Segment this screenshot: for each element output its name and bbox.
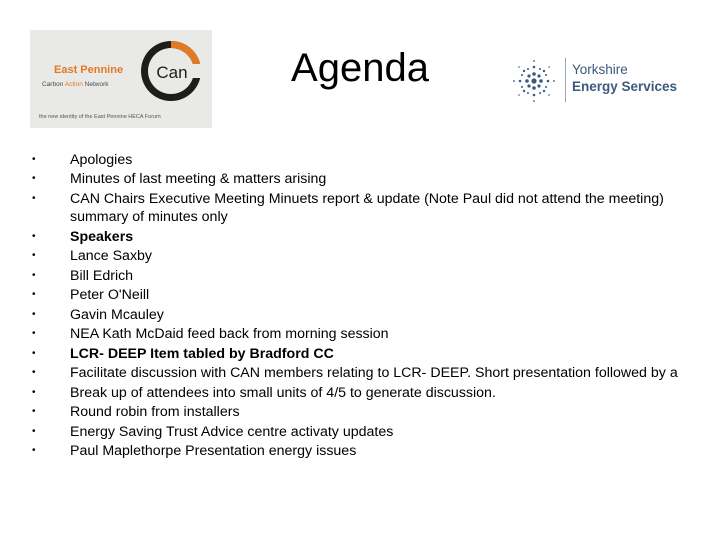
bullet-icon: •	[32, 386, 36, 398]
agenda-item-text: Round robin from installers	[70, 404, 240, 421]
agenda-item	[22, 364, 692, 382]
agenda-item-text: Minutes of last meeting & matters arising	[70, 171, 327, 188]
agenda-item-text: Facilitate discussion with CAN members relating to LCR- DEEP. Short presentation followed by a	[70, 365, 678, 382]
bullet-icon: •	[32, 192, 36, 204]
agenda-item-text: Paul Maplethorpe Presentation energy issues	[70, 443, 357, 460]
agenda-item	[22, 442, 692, 460]
agenda-item-text: Break up of attendees into small units of 4/5 to generate discussion.	[70, 384, 496, 401]
agenda-item-text: NEA Kath McDaid feed back from morning session	[70, 326, 389, 343]
agenda-item	[22, 403, 692, 421]
logo-subtitle-part3: Network	[82, 81, 109, 88]
agenda-item	[22, 384, 692, 402]
agenda-item-text: Gavin Mcauley	[70, 306, 164, 323]
agenda-item-text: Peter O'Neill	[70, 287, 150, 304]
page-title: Agenda	[291, 46, 429, 90]
agenda-item-text: Lance Saxby	[70, 248, 153, 265]
agenda-item	[22, 345, 692, 363]
agenda-item	[22, 286, 692, 304]
bullet-icon: •	[32, 230, 36, 242]
agenda-item	[22, 325, 692, 343]
agenda-item-text: Apologies	[70, 152, 133, 168]
east-pennine-can-logo	[30, 30, 212, 128]
bullet-icon: •	[32, 445, 36, 457]
agenda-list	[22, 151, 692, 462]
logo-energy-services-text: Energy Services	[572, 79, 678, 94]
bullet-icon: •	[32, 173, 36, 185]
yorkshire-energy-services-logo	[510, 56, 690, 108]
bullet-icon: •	[32, 328, 36, 340]
agenda-item	[22, 228, 692, 246]
bullet-icon: •	[32, 308, 36, 320]
bullet-icon: •	[32, 250, 36, 262]
agenda-item	[22, 170, 692, 188]
energy-sunburst-icon	[510, 58, 558, 104]
bullet-icon: •	[32, 425, 36, 437]
logo-org-subtitle	[42, 81, 109, 88]
agenda-item	[22, 423, 692, 441]
agenda-item-text: CAN Chairs Executive Meeting Minuets report & update (Note Paul did not attend the meeting) summary of minutes only	[70, 190, 664, 226]
can-badge-icon	[138, 38, 204, 104]
can-badge-text: Can	[156, 63, 188, 82]
agenda-item	[22, 190, 692, 227]
bullet-icon: •	[32, 347, 36, 359]
bullet-icon: •	[32, 367, 36, 379]
bullet-icon: •	[32, 269, 36, 281]
agenda-item	[22, 306, 692, 324]
bullet-icon: •	[32, 154, 36, 165]
logo-tagline: the new identity of the East Pennine HECA Forum	[39, 114, 161, 120]
logo-subtitle-part2: Action	[64, 81, 83, 88]
logo-org-name: East Pennine	[54, 64, 124, 76]
logo-yorkshire-text: Yorkshire	[572, 62, 628, 77]
agenda-item-text: Speakers	[70, 228, 134, 245]
agenda-item-text: Bill Edrich	[70, 267, 134, 284]
logo-subtitle-part1: Carbon	[42, 81, 65, 88]
agenda-item	[22, 247, 692, 265]
agenda-item-text: LCR- DEEP Item tabled by Bradford CC	[70, 345, 334, 362]
agenda-item	[22, 151, 692, 169]
bullet-icon: •	[32, 289, 36, 301]
agenda-item-text: Energy Saving Trust Advice centre activaty updates	[70, 423, 394, 440]
agenda-item	[22, 267, 692, 285]
bullet-icon: •	[32, 406, 36, 418]
logo-divider	[565, 58, 566, 102]
